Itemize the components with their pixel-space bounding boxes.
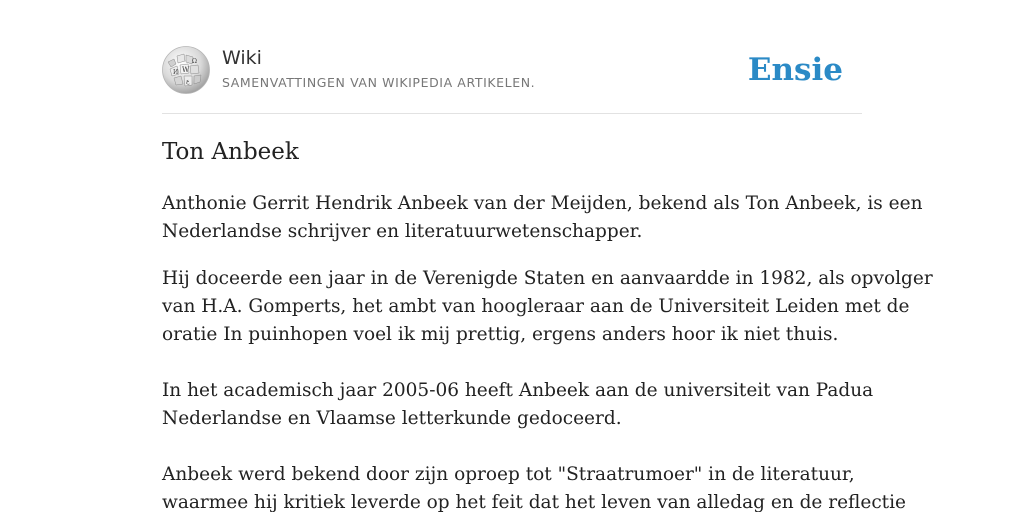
text-line: Nederlandse en Vlaamse letterkunde gedoceerd. [162,408,622,429]
site-tagline: SAMENVATTINGEN VAN WIKIPEDIA ARTIKELEN. [222,75,536,90]
text-line: Anthonie Gerrit Hendrik Anbeek van der Meijden, bekend als Ton Anbeek, is een [162,193,923,214]
text-line: oratie In puinhopen voel ik mij prettig, ergens anders hoor ik niet thuis. [162,324,839,345]
ensie-brand-link[interactable]: Ensie [747,52,843,88]
text-line: Nederlandse schrijver en literatuurwetenschapper. [162,221,643,242]
article-body [162,190,933,512]
header-divider [162,113,862,114]
article-paragraph [162,461,906,512]
site-header [162,46,862,96]
paragraph-gap [162,433,862,461]
text-line: In het academisch jaar 2005-06 heeft Anbeek aan de universiteit van Padua [162,380,874,401]
article-paragraph [162,265,933,349]
text-line: Anbeek werd bekend door zijn oproep tot "Straatrumoer" in de literatuur, [162,464,855,485]
text-line: van H.A. Gomperts, het ambt van hoogleraar aan de Universiteit Leiden met de [162,296,910,317]
paragraph-gap [162,349,862,377]
svg-text:ع: ع [186,78,190,85]
svg-text:Ω: Ω [192,58,197,65]
wikipedia-globe-icon[interactable] [162,46,210,94]
article-lead-paragraph [162,190,923,246]
svg-text:W: W [182,66,190,74]
svg-text:И: И [173,69,179,76]
article-paragraph [162,377,874,433]
text-line: Hij doceerde een jaar in de Verenigde Staten en aanvaardde in 1982, als opvolger [162,268,933,289]
article-title: Ton Anbeek [162,139,299,165]
site-name[interactable]: Wiki [222,47,262,69]
text-line: waarmee hij kritiek leverde op het feit dat het leven van alledag en de reflectie [162,492,906,512]
